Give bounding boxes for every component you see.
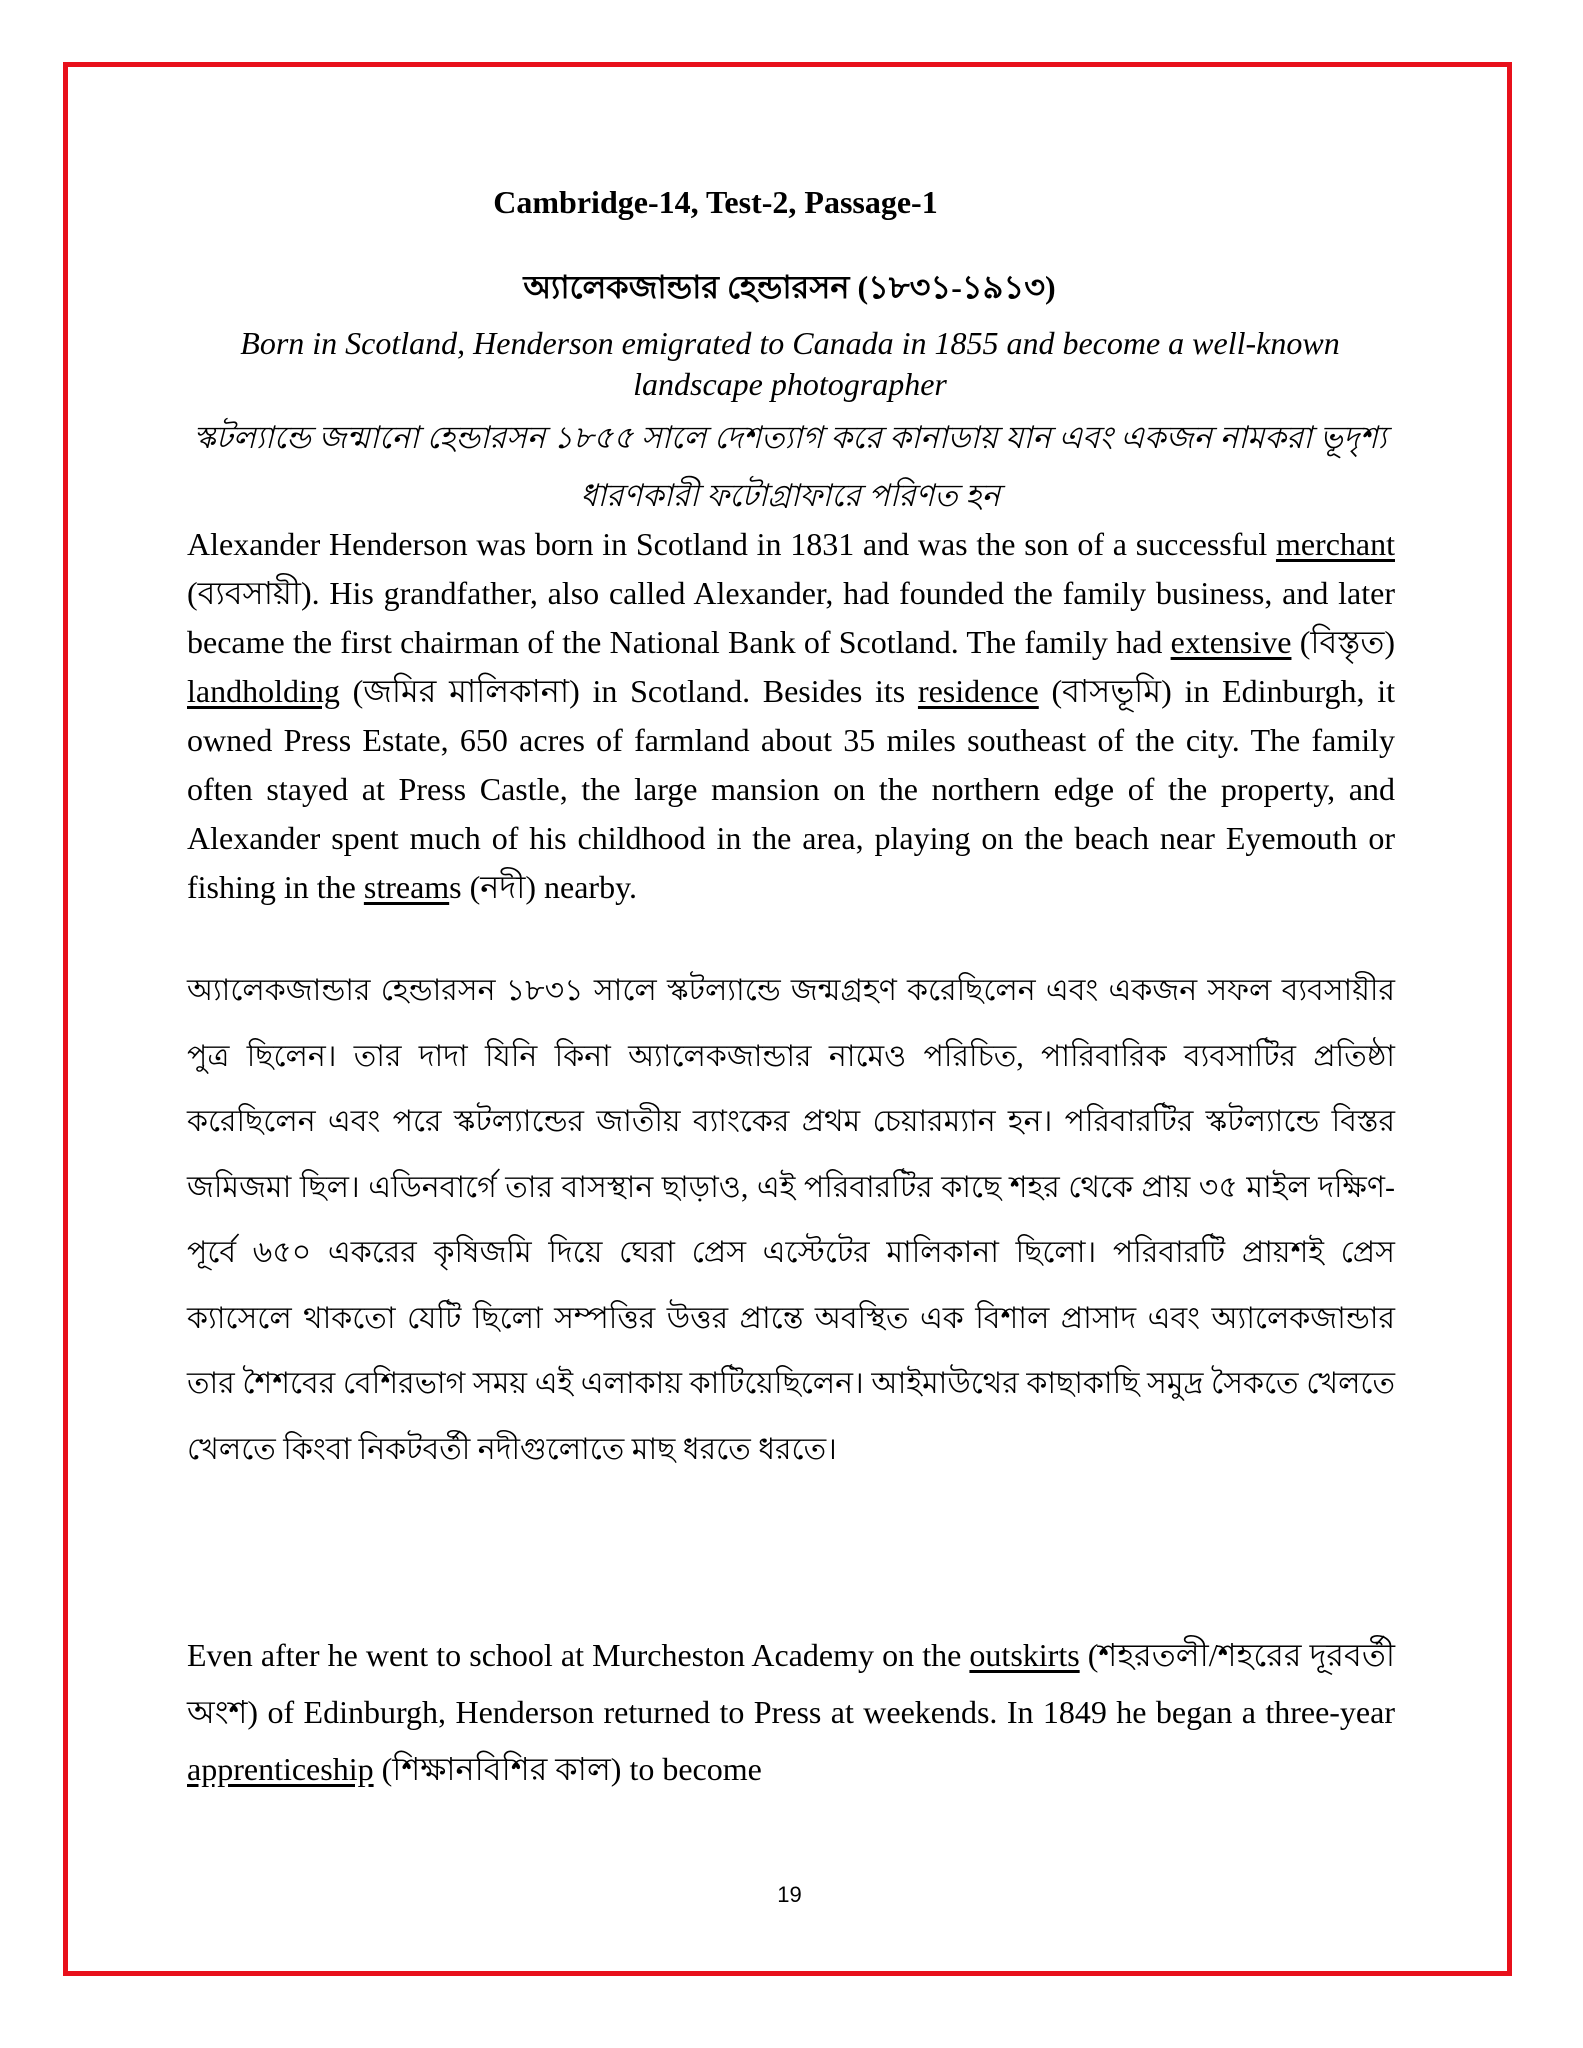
paragraph-3	[187, 1627, 1395, 1798]
vocab-outskirts: outskirts	[969, 1637, 1080, 1673]
vocab-extensive: extensive	[1170, 624, 1292, 660]
paragraph-1	[187, 520, 1395, 912]
vocab-apprenticeship: apprenticeship	[187, 1751, 374, 1787]
text: (বাসভূমি) in Edinburgh, it owned Press Estate, 650 acres of farmland about 35 miles southeast of the city. The family often stayed at Press Castle, the large mansion on the northern edge of the property, and Alexander spent much of his childhood in the area, playing on the beach near Eyemouth or fishing in the	[187, 673, 1396, 905]
paragraph-2-bengali: অ্যালেকজান্ডার হেন্ডারসন ১৮৩১ সালে স্কটল্যান্ডে জন্মগ্রহণ করেছিলেন এবং একজন সফল ব্যবসায়ীর পুত্র ছিলেন। তার দাদা যিনি কিনা অ্যালেকজান্ডার নামেও পরিচিত, পারিবারিক ব্যবসাটির প্রতিষ্ঠা করেছিলেন এবং পরে স্কটল্যান্ডের জাতীয় ব্যাংকের প্রথম চেয়ারম্যান হন। পরিবারটির স্কটল্যান্ডে বিস্তর জমিজমা ছিল। এডিনবার্গে তার বাসস্থান ছাড়াও, এই পরিবারটির কাছে শহর থেকে প্রায় ৩৫ মাইল দক্ষিণ-পূর্বে ৬৫০ একরের কৃষিজমি দিয়ে ঘেরা প্রেস এস্টেটের মালিকানা ছিলো। পরিবারটি প্রায়শই প্রেস ক্যাসেলে থাকতো যেটি ছিলো সম্পত্তির উত্তর প্রান্তে অবস্থিত এক বিশাল প্রাসাদ এবং অ্যালেকজান্ডার তার শৈশবের বেশিরভাগ সময় এই এলাকায় কাটিয়েছিলেন। আইমাউথের কাছাকাছি সমুদ্র সৈকতে খেলতে খেলতে কিংবা নিকটবর্তী নদীগুলোতে মাছ ধরতে ধরতে।	[187, 974, 1395, 1466]
passage-heading: Cambridge-14, Test-2, Passage-1	[493, 184, 938, 220]
vocab-residence: residence	[917, 673, 1039, 709]
text: (জমির মালিকানা) in Scotland. Besides its	[339, 673, 918, 709]
text: Alexander Henderson was born in Scotland in 1831 and was the son of a successful	[187, 526, 1276, 562]
vocab-stream: stream	[363, 869, 450, 905]
bengali-subtitle: স্কটল্যান্ডে জন্মানো হেন্ডারসন ১৮৫৫ সালে দেশত্যাগ করে কানাডায় যান এবং একজন নামকরা ভূদৃশ্য ধারণকারী ফটোগ্রাফারে পরিণত হন	[193, 420, 1387, 513]
text: (শিক্ষানবিশির কাল) to become	[373, 1751, 762, 1787]
vocab-landholding: landholding	[187, 673, 340, 709]
bengali-title: অ্যালেকজান্ডার হেন্ডারসন (১৮৩১-১৯১৩)	[523, 269, 1056, 305]
english-subtitle: Born in Scotland, Henderson emigrated to Canada in 1855 and become a well-known landscape photographer	[240, 325, 1340, 402]
text: (বিস্তৃত)	[1291, 624, 1395, 660]
vocab-merchant: merchant	[1275, 526, 1395, 562]
text: (শহরতলী/শহরের দূরবর্তী অংশ) of Edinburgh, Henderson returned to Press at weekends. In 1849 he began a three-year	[187, 1637, 1395, 1730]
page-number: 19	[777, 1882, 802, 1907]
text: (ব্যবসায়ী). His grandfather, also called Alexander, had founded the family business, and later became the first chairman of the National Bank of Scotland. The family had	[187, 575, 1395, 660]
text: s (নদী) nearby.	[449, 869, 637, 905]
text: Even after he went to school at Murcheston Academy on the	[187, 1637, 970, 1673]
